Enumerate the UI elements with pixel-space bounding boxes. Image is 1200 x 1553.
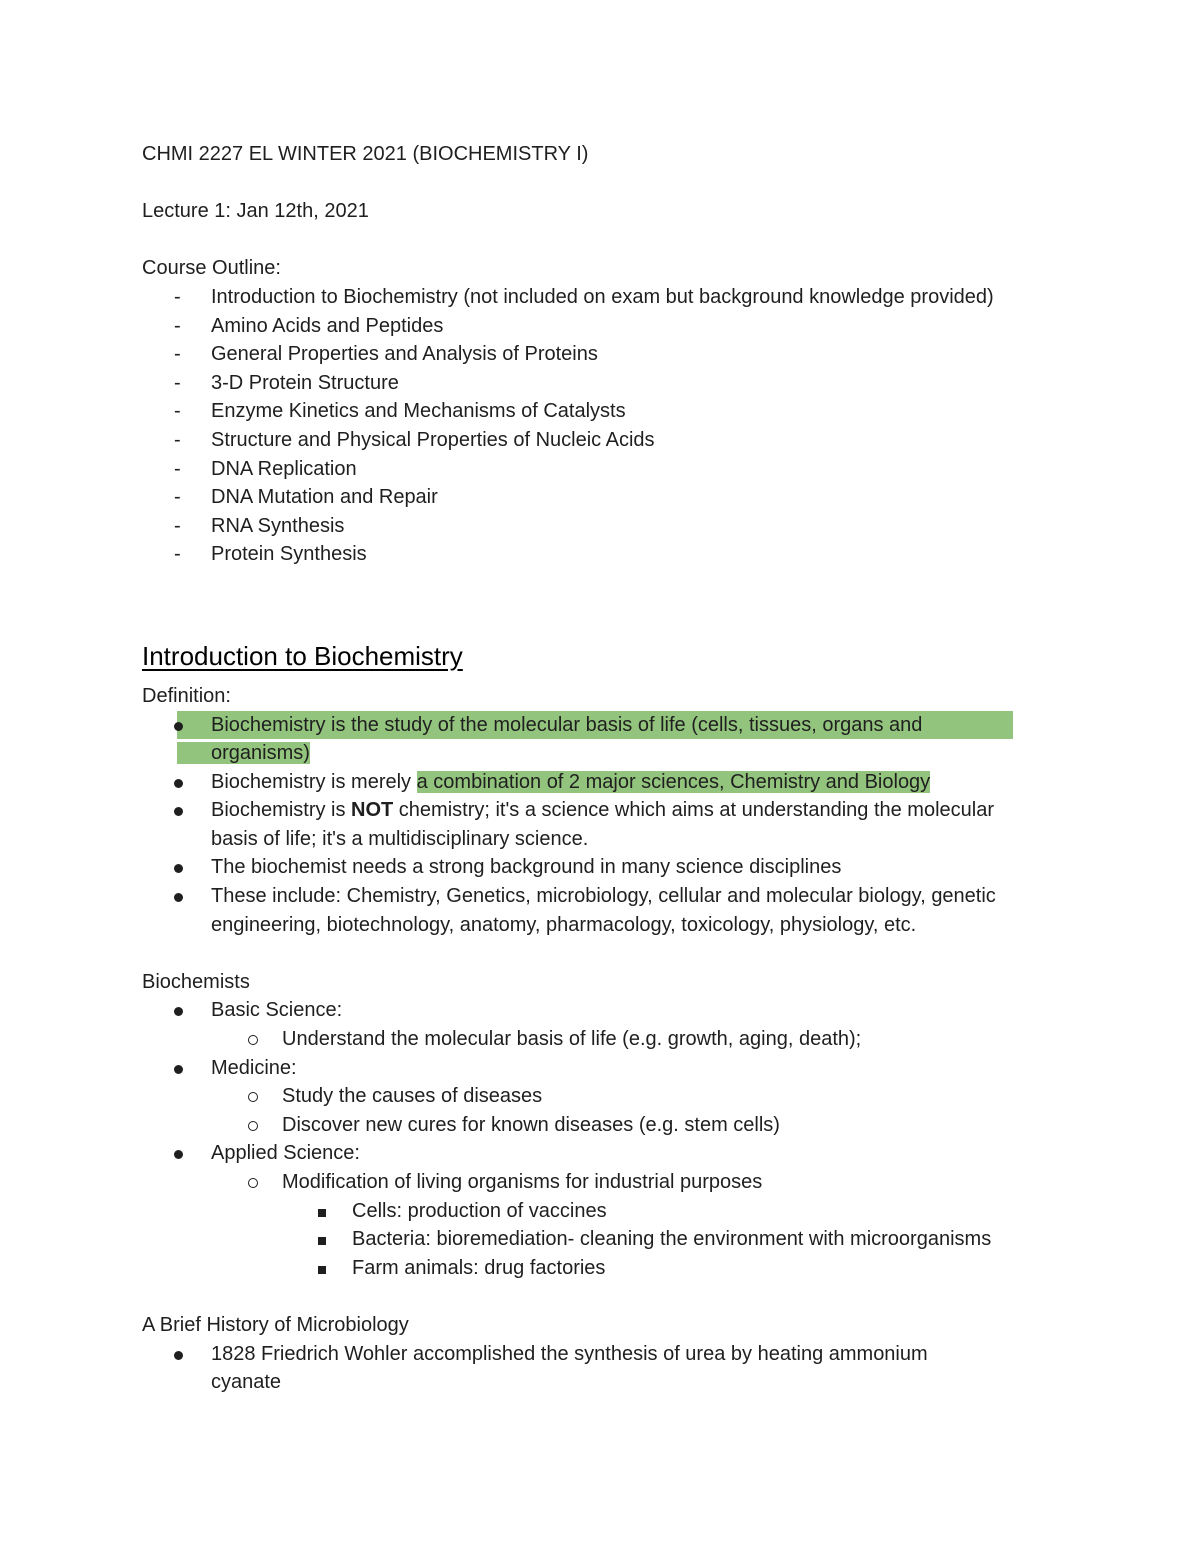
list-item: Basic Science: [142, 996, 1072, 1025]
list-item: These include: Chemistry, Genetics, microbiology, cellular and molecular biology, genetic engineering, biotechnology, anatomy, pharmacology, toxicology, physiology, etc. [142, 882, 1072, 939]
dash-bullet: - [174, 343, 181, 366]
list-item [142, 711, 1072, 768]
dash-bullet: - [174, 371, 181, 394]
list-item: Applied Science: [142, 1139, 1072, 1168]
list-item: The biochemist needs a strong background in many science disciplines [142, 853, 1072, 882]
history-list [142, 1340, 1072, 1397]
outline-label: Course Outline: [142, 257, 281, 280]
section-heading-intro: Introduction to Biochemistry [142, 640, 463, 671]
list-item: - 3-D Protein Structure [142, 369, 1072, 398]
definition-list [142, 711, 1072, 940]
list-item: - Amino Acids and Peptides [142, 312, 1072, 341]
list-item: Study the causes of diseases [142, 1082, 1072, 1111]
lecture-date: Lecture 1: Jan 12th, 2021 [142, 200, 369, 223]
list-item: Biochemistry is NOT chemistry; it's a science which aims at understanding the molecular basis of life; it's a multidisciplinary science. [142, 796, 1072, 853]
list-item: Biochemistry is merely a combination of 2 major sciences, Chemistry and Biology [142, 768, 1072, 797]
dash-bullet: - [174, 400, 181, 423]
list-item: - Introduction to Biochemistry (not included on exam but background knowledge provided) [142, 283, 1072, 312]
list-item: Understand the molecular basis of life (e.g. growth, aging, death); [142, 1025, 1072, 1054]
dash-bullet: - [174, 514, 181, 537]
list-item: - Structure and Physical Properties of Nucleic Acids [142, 426, 1072, 455]
list-item: Bacteria: bioremediation- cleaning the environment with microorganisms [142, 1225, 1072, 1254]
list-item: - Protein Synthesis [142, 540, 1072, 569]
bullet-dot-icon [174, 1139, 183, 1168]
biochemists-list [142, 996, 1072, 1282]
bullet-circle-icon [248, 1111, 258, 1140]
bullet-circle-icon [248, 1082, 258, 1111]
history-label: A Brief History of Microbiology [142, 1313, 409, 1336]
bullet-dot-icon [174, 853, 183, 882]
highlighted-text: organisms) [177, 742, 310, 764]
bullet-circle-icon [248, 1025, 258, 1054]
list-item: Discover new cures for known diseases (e.g. stem cells) [142, 1111, 1072, 1140]
document-body [142, 140, 1072, 1397]
list-item: Farm animals: drug factories [142, 1254, 1072, 1283]
course-title: CHMI 2227 EL WINTER 2021 (BIOCHEMISTRY I) [142, 143, 589, 165]
dash-bullet: - [174, 285, 181, 308]
bullet-dot-icon [174, 1054, 183, 1083]
bullet-dot-icon [174, 882, 183, 911]
list-item: Medicine: [142, 1054, 1072, 1083]
dash-bullet: - [174, 486, 181, 509]
bullet-dot-icon [174, 996, 183, 1025]
dash-bullet: - [174, 457, 181, 480]
list-item: - DNA Mutation and Repair [142, 483, 1072, 512]
bullet-dot-icon [174, 796, 183, 825]
emphasis-not: NOT [351, 799, 394, 822]
dash-bullet: - [174, 428, 181, 451]
highlighted-text: Biochemistry is the study of the molecular basis of life (cells, tissues, organs and [177, 711, 1013, 740]
outline-list [142, 283, 1072, 569]
list-item: - DNA Replication [142, 455, 1072, 484]
list-item: Cells: production of vaccines [142, 1197, 1072, 1226]
bullet-dot-icon [174, 768, 183, 797]
list-item: - RNA Synthesis [142, 512, 1072, 541]
bullet-square-icon [318, 1254, 326, 1283]
bullet-circle-icon [248, 1168, 258, 1197]
definition-label: Definition: [142, 684, 231, 707]
highlighted-text: a combination of 2 major sciences, Chemistry and Biology [416, 770, 931, 793]
list-item: - General Properties and Analysis of Proteins [142, 340, 1072, 369]
list-item: 1828 Friedrich Wohler accomplished the synthesis of urea by heating ammonium cyanate [142, 1340, 1072, 1397]
bullet-dot-icon [174, 711, 183, 740]
biochemists-label: Biochemists [142, 970, 250, 993]
list-item: - Enzyme Kinetics and Mechanisms of Catalysts [142, 397, 1072, 426]
list-item: Modification of living organisms for industrial purposes [142, 1168, 1072, 1197]
bullet-square-icon [318, 1197, 326, 1226]
bullet-square-icon [318, 1225, 326, 1254]
dash-bullet: - [174, 543, 181, 566]
bullet-dot-icon [174, 1340, 183, 1369]
dash-bullet: - [174, 314, 181, 337]
